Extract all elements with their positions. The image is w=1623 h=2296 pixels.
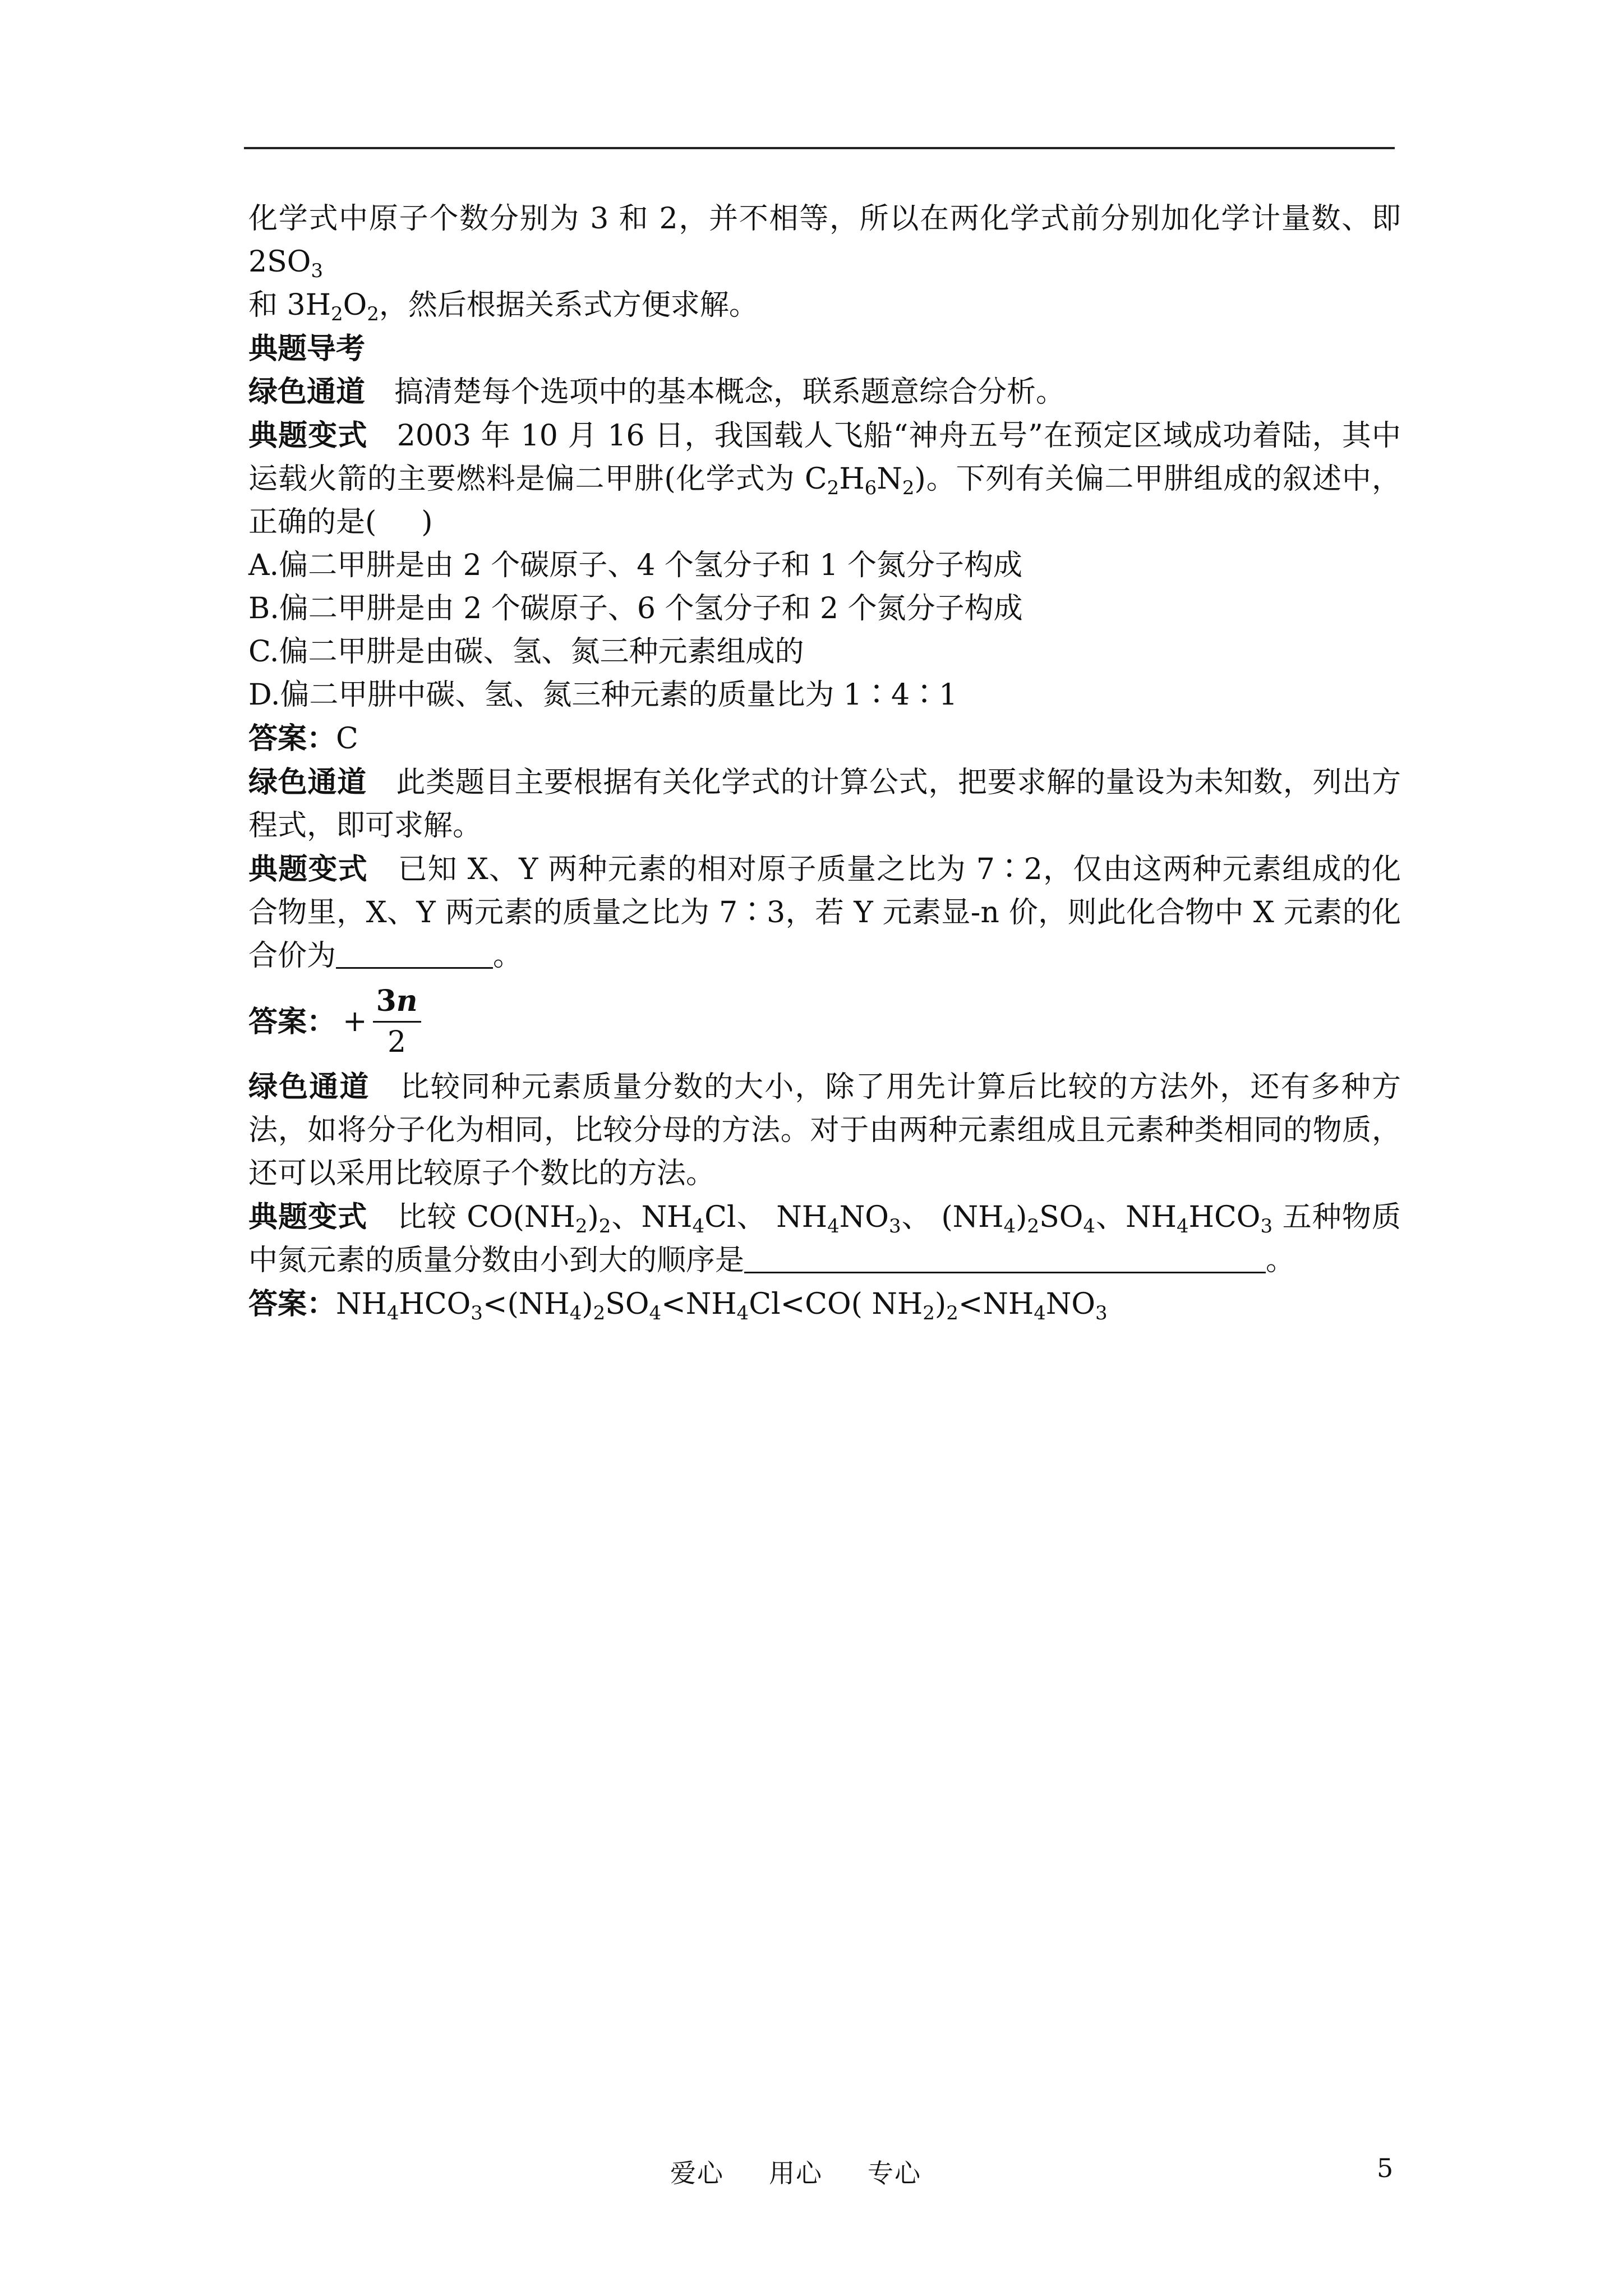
footer-item: 爱心 — [670, 2158, 724, 2188]
footer-motto — [670, 2153, 966, 2190]
variant-question-2: 典题变式 已知 X、Y 两种元素的相对原子质量之比为 7∶2，仅由这两种元素组成的化合物里，X、Y 两元素的质量之比为 7∶3，若 Y 元素显-n 价，则此化合物中 X 元素的化合价为 。 — [248, 852, 1401, 973]
footer-item: 专心 — [868, 2158, 921, 2188]
option-b: B.偏二甲肼是由 2 个碳原子、6 个氢分子和 2 个氮分子构成 — [248, 592, 1023, 625]
answer-blank — [336, 939, 493, 969]
document-body — [248, 197, 1401, 1326]
answer-1: 答案：C — [248, 721, 358, 756]
option-d: D.偏二甲肼中碳、氢、氮三种元素的质量比为 1∶4∶1 — [248, 678, 958, 712]
variant-question-3: 典题变式 比较 $CO(NH_2)_2$、$NH_4Cl$、 $NH_4NO_3$、 $(NH_4)_2SO_4$、$NH_4HCO_3$ 五种物质中氮元素的质量分数由小到大的顺序是 。 — [248, 1200, 1401, 1277]
page-number: 5 — [1377, 2153, 1394, 2183]
green-channel-3: 绿色通道 比较同种元素质量分数的大小，除了用先计算后比较的方法外，还有多种方法，如将分子化为相同，比较分母的方法。对于由两种元素组成且元素种类相同的物质，还可以采用比较原子个数比的方法。 — [248, 1070, 1401, 1190]
option-c: C.偏二甲肼是由碳、氢、氮三种元素组成的 — [248, 635, 804, 669]
answer-blank-long — [744, 1244, 1266, 1273]
intro-paragraph: 化学式中原子个数分别为 3 和 2，并不相等，所以在两化学式前分别加化学计量数、即 $2SO_3$ 和 $3H_2O_2$，然后根据关系式方便求解。 — [248, 202, 1401, 325]
section-heading: 典题导考 — [248, 332, 366, 366]
variant-question-1: 典题变式 2003 年 10 月 16 日，我国载人飞船“神舟五号”在预定区域成功着陆，其中运载火箭的主要燃料是偏二甲肼(化学式为 $C_2H_6N_2$)。下列有关偏二甲肼组成的叙述中，正确的是( ) — [248, 418, 1401, 539]
option-a: A.偏二甲肼是由 2 个碳原子、4 个氢分子和 1 个氮分子构成 — [248, 549, 1022, 582]
header-rule — [244, 147, 1395, 149]
green-channel-1: 绿色通道 搞清楚每个选项中的基本概念，联系题意综合分析。 — [248, 375, 1066, 409]
fraction: $\frac{3n}{2}$ — [373, 984, 421, 1060]
answer-2: 答案： + $\frac{3n}{2}$ — [248, 982, 1401, 1061]
footer-item: 用心 — [769, 2158, 823, 2188]
green-channel-2: 绿色通道 此类题目主要根据有关化学式的计算公式，把要求解的量设为未知数，列出方程式，即可求解。 — [248, 765, 1401, 843]
answer-3: 答案：$NH_4HCO_3<(NH_4)_2SO_4<NH_4Cl<CO$( $NH_2)_2<NH_4NO_3$ — [248, 1287, 1108, 1324]
